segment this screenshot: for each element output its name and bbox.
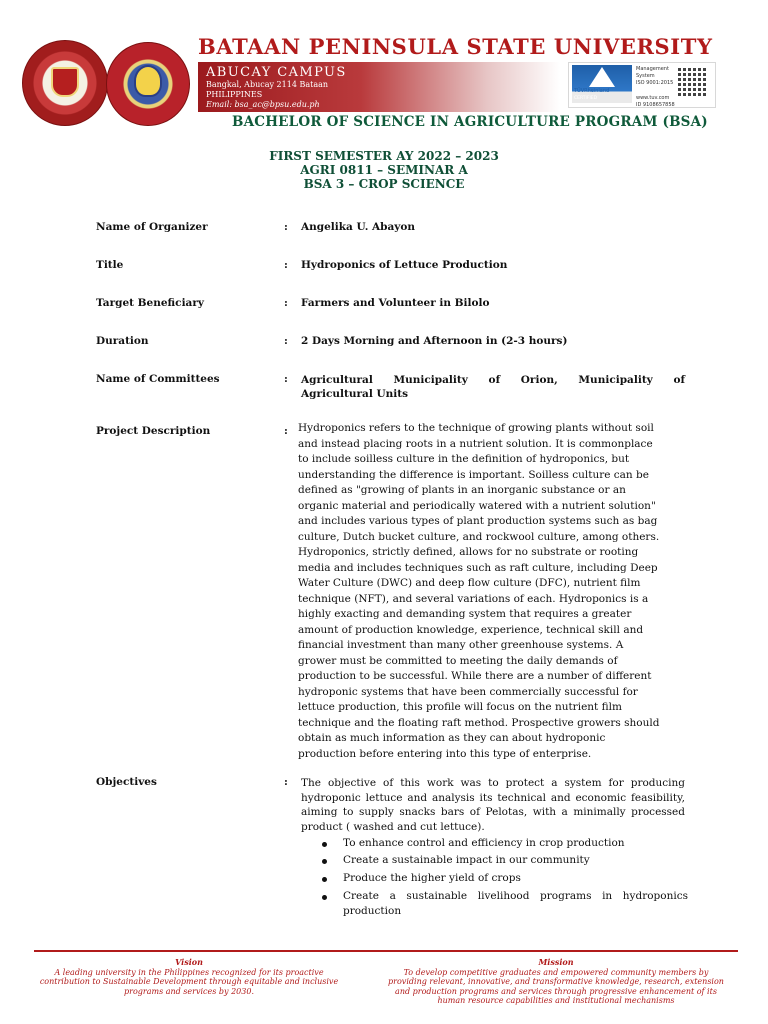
objectives-intro: The objective of this work was to protect a system for producing hydroponic lettuce and analysis its technical and economic feasibility, aiming to supply snacks bars of Pelotas, with a minimally processed product ( washed and cut lettuce). <box>301 777 685 833</box>
description-line: understanding the difference is important. Soilless culture can be <box>298 468 649 481</box>
semester-line: FIRST SEMESTER AY 2022 – 2023 <box>269 149 499 163</box>
cert-line-5: ID 9108657858 <box>636 102 675 108</box>
duration-label: Duration <box>96 335 149 347</box>
colon: : <box>284 776 288 788</box>
qr-code-pattern <box>678 66 708 96</box>
university-seal-logo <box>22 40 108 126</box>
committees-label: Name of Committees <box>96 373 220 385</box>
description-line: and includes various types of plant production systems such as bag <box>298 515 658 527</box>
cert-line-4: www.tuv.com <box>636 95 670 101</box>
description-line: to include soilless culture in the definition of hydroponics, but <box>298 453 630 465</box>
title-value: Hydroponics of Lettuce Production <box>301 259 508 271</box>
description-line: media and includes techniques such as raft culture, including Deep <box>298 561 658 574</box>
colon: : <box>284 259 288 271</box>
beneficiary-label: Target Beneficiary <box>96 297 204 309</box>
objective-item: Create a sustainable impact in our community <box>343 854 590 866</box>
description-line: highly exacting and demanding system that requires a greater <box>298 608 632 620</box>
university-name: BATAAN PENINSULA STATE UNIVERSITY <box>198 34 713 59</box>
bullet-dot-icon <box>322 859 327 864</box>
address-line-1: Bangkal, Abucay 2114 Bataan <box>206 80 329 89</box>
footer-divider <box>34 950 738 952</box>
objective-item: To enhance control and efficiency in crop production <box>343 837 625 849</box>
committees-value-line-1: Agricultural Municipality of Orion, Municipality of <box>301 374 685 386</box>
description-line: technique (NFT), and several variations of each. Hydroponics is a <box>298 592 649 605</box>
objective-item: Produce the higher yield of crops <box>343 872 521 884</box>
description-line: Hydroponics, strictly defined, allows for no substrate or rooting <box>298 546 639 558</box>
colon: : <box>284 335 288 347</box>
description-line: organic material and periodically watered with a nutrient solution" <box>298 499 656 512</box>
program-title: BACHELOR OF SCIENCE IN AGRICULTURE PROGRAM (BSA) <box>232 114 708 130</box>
description-line: financial investment than many other greenhouse systems. A <box>298 639 624 651</box>
cert-line-1: Management <box>636 66 669 72</box>
mission-text: To develop competitive graduates and empowered community members by providing relevant, innovative, and transformative knowledge, research, extension and production programs and services through progressive enhancement of its human resource capabilities and institutional mechanisms <box>388 967 724 1005</box>
colon: : <box>284 297 288 309</box>
organizer-label: Name of Organizer <box>96 221 208 233</box>
tuv-badge-label: CERTIFIED <box>574 96 598 101</box>
description-line: culture, Dutch bucket culture, and rockwool culture, among others. <box>298 530 660 543</box>
description-line: obtain as much information as they can about hydroponic <box>298 732 606 744</box>
mission-block <box>388 958 724 1006</box>
colon: : <box>284 221 288 233</box>
address-line-2: PHILIPPINES <box>206 90 263 99</box>
description-text <box>298 421 696 762</box>
cert-line-2: System <box>636 73 655 79</box>
campus-address <box>206 80 328 110</box>
mission-title: Mission <box>538 957 574 967</box>
description-line: grower must be committed to meeting the daily demands of <box>298 654 618 667</box>
description-line: defined as "growing of plants in an inorganic substance or an <box>298 484 626 496</box>
bullet-dot-icon <box>322 895 327 900</box>
description-line: amount of production knowledge, experience, technical skill and <box>298 623 644 636</box>
description-line: Water Culture (DWC) and deep flow culture (DFC), nutrient film <box>298 577 641 589</box>
tuv-brand: TÜVRheinland <box>574 88 610 94</box>
description-line: hydroponic systems that have been commercially successful for <box>298 685 638 698</box>
objective-item: Create a sustainable livelihood programs in hydroponics production <box>343 890 688 917</box>
description-line: production to be successful. While there are a number of different <box>298 670 652 682</box>
objectives-label: Objectives <box>96 776 157 788</box>
bsa-program-seal-logo <box>106 42 190 126</box>
description-line: lettuce production, this profile will focus on the nutrient film <box>298 701 622 713</box>
description-line: and instead placing roots in a nutrient solution. It is commonplace <box>298 437 653 450</box>
colon: : <box>284 425 288 437</box>
title-label: Title <box>96 259 124 271</box>
description-line: Hydroponics refers to the technique of growing plants without soil <box>298 422 654 434</box>
colon: : <box>284 373 288 385</box>
bullet-dot-icon <box>322 877 327 882</box>
vision-title: Vision <box>175 957 203 967</box>
description-label: Project Description <box>96 425 211 437</box>
bullet-dot-icon <box>322 842 327 847</box>
campus-email: Email: bsa_ac@bpsu.edu.ph <box>206 100 320 109</box>
vision-block <box>36 958 342 996</box>
description-line: technique and the floating raft method. Prospective growers should <box>298 716 660 729</box>
cert-line-3: ISO 9001:2015 <box>636 80 674 86</box>
course-line: AGRI 0811 – SEMINAR A <box>300 163 468 177</box>
committees-value-line-2: Agricultural Units <box>301 388 409 400</box>
section-line: BSA 3 – CROP SCIENCE <box>303 177 465 191</box>
duration-value: 2 Days Morning and Afternoon in (2-3 hours) <box>301 335 568 347</box>
vision-text: A leading university in the Philippines recognized for its proactive contribution to Sustainable Development through equitable and inclusive programs and services by 2030. <box>39 967 339 996</box>
beneficiary-value: Farmers and Volunteer in Bilolo <box>301 297 490 309</box>
organizer-value: Angelika U. Abayon <box>301 221 416 233</box>
description-line: production before entering into this type of enterprise. <box>298 747 592 760</box>
certification-text <box>636 66 675 109</box>
tuv-triangle-icon <box>589 67 615 87</box>
campus-name: ABUCAY CAMPUS <box>206 65 347 80</box>
